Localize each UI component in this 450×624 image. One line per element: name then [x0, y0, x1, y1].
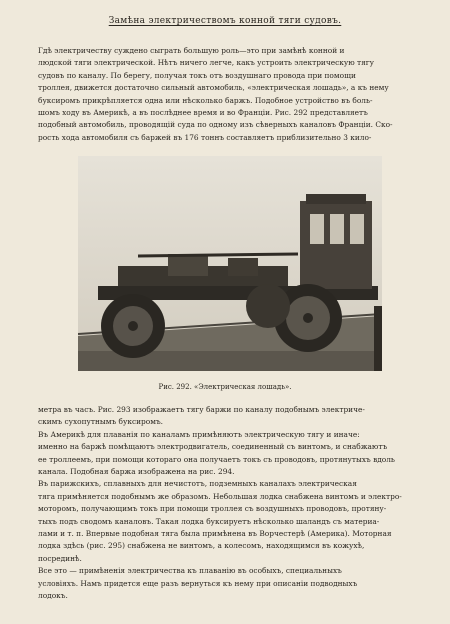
figure-electric-horse-photo	[78, 156, 382, 371]
figure-caption: Рис. 292. «Электрическая лошадь».	[158, 383, 292, 391]
paragraph-top: Гдѣ электричеству суждено сыграть большую роль—это при замѣнѣ конной и людской тяги электрической. Нѣтъ ничего легче, какъ устроить электрическую тягу судовъ по каналу. По берегу, получая токъ отъ воздушнаго провода при помощи троллея, движется достаточно сильный автомобиль, «электрическая лошадь», а къ нему буксиромъ прикрѣпляется одна или нѣсколько баржъ. Подобное устройство въ боль- шомъ ходу въ Америкѣ, а въ послѣднее время и во Франціи. Рис. 292 представляетъ подобный автомобиль, проводящій суда по одному изъ сѣверныхъ каналовъ Франціи. Ско- рость хода автомобиля съ баржей въ 176 тоннъ составляетъ приблизительно 3 кило-	[38, 46, 393, 142]
paragraph-bottom: метра въ часъ. Рис. 293 изображаетъ тягу баржи по каналу подобнымъ электриче- скимъ сухопутнымъ буксиромъ. Въ Америкѣ для плаванія по каналамъ примѣняютъ электрическую тягу и иначе: именно на баржѣ помѣщаютъ электродвигатель, соединенный съ винтомъ, и снабжаютъ ее троллеемъ, при помощи котораго она получаетъ токъ съ проводовъ, протянутыхъ вдоль канала. Подобная баржа изображена на рис. 294. Въ парижскихъ, сплавныхъ для нечистотъ, подземныхъ каналахъ электрическая тяга примѣняется подобнымъ же образомъ. Небольшая лодка снабжена винтомъ и электро- моторомъ, получающимъ токъ при помощи троллея съ воздушныхъ проводовъ, протяну- тыхъ подъ сводомъ каналовъ. Такая лодка буксируетъ нѣсколько шаландъ съ материа- лами и т. п. Впервые подобная тяга была примѣнена въ Ворчестерѣ (Америка). Моторная лодка здѣсь (рис. 295) снабжена не винтомъ, а колесомъ, находящимся въ кожухѣ, посрединѣ. Все это — примѣненія электричества къ плаванію въ особыхъ, специальныхъ условіяхъ. Намъ придется еще разъ вернуться къ нему при описаніи подводныхъ лодокъ.	[38, 405, 402, 601]
running-head: Замѣна электричествомъ конной тяги судовъ.	[108, 16, 342, 26]
